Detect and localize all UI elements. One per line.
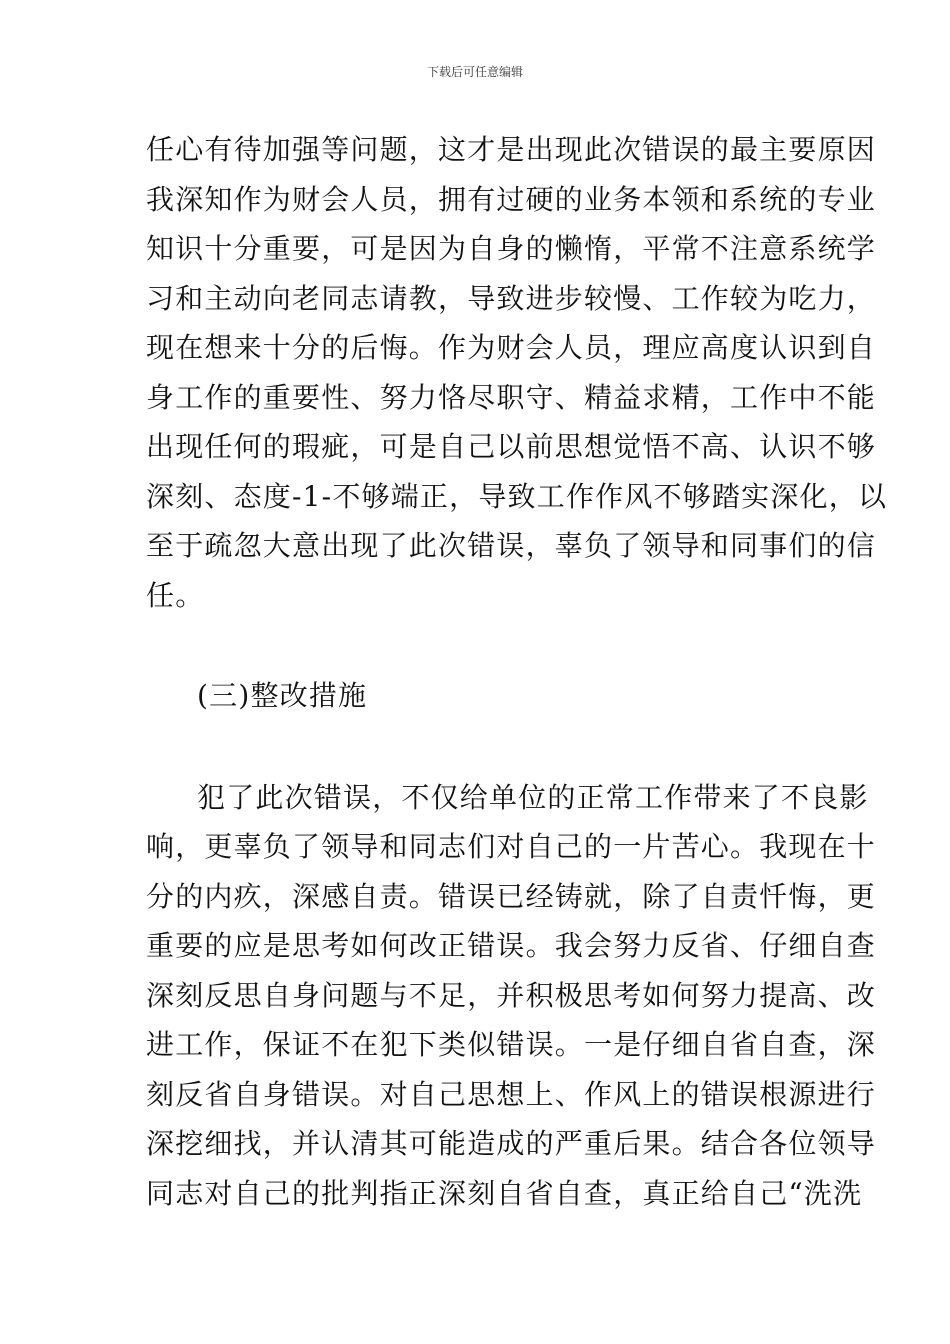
- text-line: 知识十分重要，可是因为自身的懒惰，平常不注意系统学: [146, 232, 877, 265]
- page-header: 下载后可任意编辑: [426, 65, 523, 79]
- text-line: 习和主动向老同志请教，导致进步较慢、工作较为吃力，: [146, 282, 877, 315]
- text-line: 同志对自己的批判指正深刻自省自查，真正给自己“洗洗: [146, 1177, 863, 1210]
- text-line: 进工作，保证不在犯下类似错误。一是仔细自省自查，深: [146, 1028, 877, 1061]
- text-line: 深刻、态度-1-不够端正，导致工作作风不够踏实深化，以: [146, 480, 888, 513]
- text-line: 任心有待加强等问题，这才是出现此次错误的最主要原因: [146, 133, 877, 166]
- text-line: 现在想来十分的后悔。作为财会人员，理应高度认识到自: [146, 331, 877, 364]
- text-line: 重要的应是思考如何改正错误。我会努力反省、仔细自查: [146, 929, 877, 962]
- text-line: 深刻反思自身问题与不足，并积极思考如何努力提高、改: [146, 979, 877, 1012]
- section-heading: (三)整改措施: [197, 679, 368, 712]
- text-line: 响，更辜负了领导和同志们对自己的一片苦心。我现在十: [146, 830, 877, 863]
- text-line: 刻反省自身错误。对自己思想上、作风上的错误根源进行: [146, 1078, 877, 1111]
- text-line: 分的内疚，深感自责。错误已经铸就，除了自责忏悔，更: [146, 880, 877, 913]
- text-line: 犯了此次错误，不仅给单位的正常工作带来了不良影: [197, 781, 869, 814]
- text-line: 深挖细找，并认清其可能造成的严重后果。结合各位领导: [146, 1127, 877, 1160]
- text-line: 至于疏忽大意出现了此次错误，辜负了领导和同事们的信: [146, 529, 877, 562]
- text-line: 我深知作为财会人员，拥有过硬的业务本领和系统的专业: [146, 183, 877, 216]
- text-line: 身工作的重要性、努力恪尽职守、精益求精，工作中不能: [146, 381, 877, 414]
- text-line: 出现任何的瑕疵，可是自己以前思想觉悟不高、认识不够: [146, 430, 877, 463]
- text-line: 任。: [146, 579, 205, 612]
